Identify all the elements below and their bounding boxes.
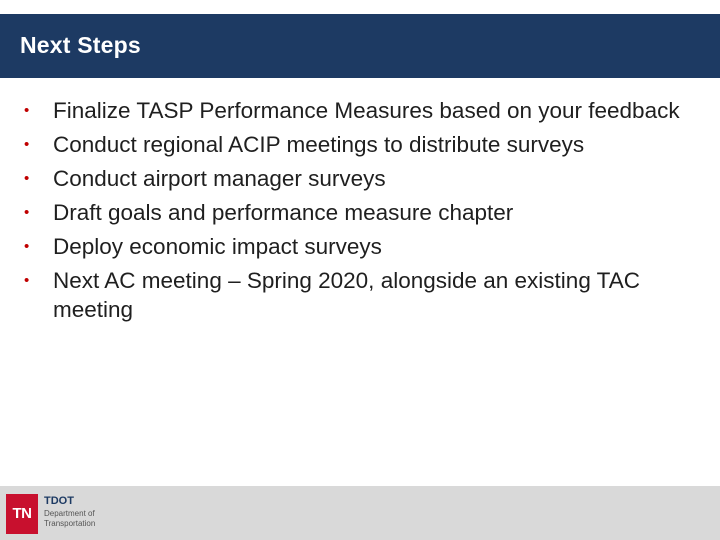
bullet-text: Next AC meeting – Spring 2020, alongside an existing TAC meeting [53, 268, 641, 322]
bullet-item [22, 198, 698, 227]
logo-box-text: TN [12, 505, 32, 522]
bullet-text: Finalize TASP Performance Measures based on your feedback [53, 98, 680, 123]
bullet-icon: • [24, 204, 30, 221]
bullet-icon: • [24, 136, 30, 153]
slide-title: Next Steps [20, 32, 141, 58]
bullet-icon: • [24, 170, 30, 187]
bullet-list [22, 96, 698, 329]
footer-bar [0, 486, 720, 540]
bullet-text: Conduct regional ACIP meetings to distribute surveys [53, 132, 585, 157]
bullet-icon: • [24, 238, 30, 255]
tdot-logo [6, 494, 116, 534]
tn-logo-icon [6, 494, 38, 534]
bullet-item [22, 164, 698, 193]
logo-subtitle: Department of Transportation [44, 509, 96, 528]
bullet-item [22, 96, 698, 125]
bullet-item [22, 130, 698, 159]
bullet-text: Conduct airport manager surveys [53, 166, 386, 191]
bullet-text: Deploy economic impact surveys [53, 234, 382, 259]
bullet-item [22, 266, 698, 324]
bullet-item [22, 232, 698, 261]
bullet-icon: • [24, 272, 30, 289]
bullet-text: Draft goals and performance measure chapter [53, 200, 514, 225]
bullet-icon: • [24, 102, 30, 119]
title-bar [0, 14, 720, 78]
logo-name: TDOT [44, 495, 74, 507]
